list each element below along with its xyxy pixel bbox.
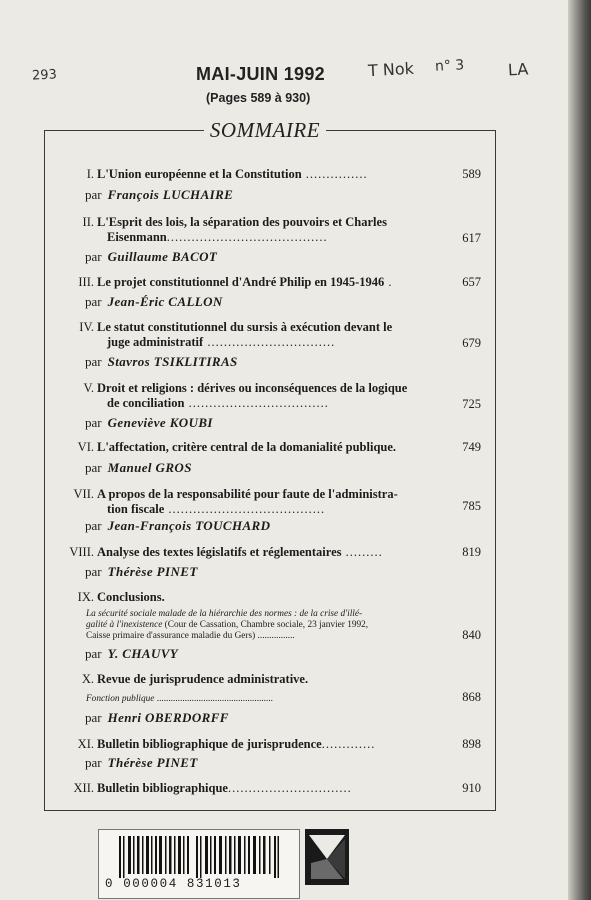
entry-page: 617: [462, 231, 481, 245]
frame-rule: [44, 130, 204, 131]
entry-author: par Henri OBERDORFF: [85, 710, 229, 725]
entry-title: Conclusions.: [97, 590, 165, 604]
entry-title: A propos de la responsabilité pour faute de l'administra- tion fiscale ......................................: [97, 487, 398, 516]
entry-subtitle: Fonction publique ..................................................: [86, 694, 273, 704]
entry-number: VII.: [73, 487, 94, 501]
publisher-logo: [305, 829, 349, 885]
entry-author: par François LUCHAIRE: [85, 187, 234, 202]
entry-number: VI.: [77, 440, 94, 454]
entry-page: 657: [462, 275, 481, 289]
entry-page: 589: [462, 167, 481, 181]
page-range: (Pages 589 à 930): [206, 91, 311, 105]
toc-title: SOMMAIRE: [209, 118, 321, 142]
barcode-digits: 0 000004 831013: [105, 877, 242, 891]
handwritten-annotation: n° 3: [434, 57, 465, 75]
entry-title: L'affectation, critère central de la domanialité publique.: [97, 440, 397, 454]
entry-title: Bulletin bibliographique..............................: [97, 781, 352, 795]
entry-page: 868: [462, 690, 481, 704]
entry-title: Le projet constitutionnel d'André Philip en 1945-1946 .: [97, 275, 393, 289]
entry-page: 898: [462, 737, 481, 751]
entry-number: V.: [83, 381, 94, 395]
entry-page: 725: [462, 397, 481, 411]
entry-number: IV.: [79, 320, 94, 334]
entry-author: par Jean-Éric CALLON: [85, 294, 223, 309]
entry-page: 840: [462, 628, 481, 642]
entry-title: L'Esprit des lois, la séparation des pouvoirs et Charles Eisenmann.......................................: [97, 215, 387, 244]
entry-number: VIII.: [69, 545, 94, 559]
entry-title: Droit et religions : dérives ou inconséquences de la logique de conciliation ..................................: [97, 381, 408, 410]
handwritten-annotation: T Nok: [367, 58, 415, 81]
entry-title: Bulletin bibliographique de jurisprudence.............: [97, 737, 376, 751]
entry-page: 749: [462, 440, 481, 454]
entry-author: par Stavros TSIKLITIRAS: [85, 354, 238, 369]
entry-subtitle: La sécurité sociale malade de la hiérarchie des normes : de la crise d'illé- galité à l'inexistence (Cour de Cassation, Chambre sociale, 23 janvier 1992, Caisse primaire d'assurance maladie du Gers) ................: [86, 609, 369, 641]
handwritten-annotation: 293: [31, 67, 58, 84]
entry-page: 679: [462, 336, 481, 350]
handwritten-annotation: LA: [507, 59, 529, 80]
entry-title: Le statut constitutionnel du sursis à exécution devant le juge administratif ...............................: [97, 320, 393, 349]
entry-page: 910: [462, 781, 481, 795]
entry-author: par Jean-François TOUCHARD: [85, 518, 271, 533]
book-spine: [568, 0, 591, 900]
entry-author: par Thérèse PINET: [85, 564, 198, 579]
entry-page: 819: [462, 545, 481, 559]
entry-number: XI.: [77, 737, 94, 751]
entry-number: XII.: [73, 781, 94, 795]
entry-title: L'Union européenne et la Constitution ...............: [97, 167, 368, 181]
entry-page: 785: [462, 499, 481, 513]
entry-number: III.: [78, 275, 94, 289]
issue-title: MAI-JUIN 1992: [196, 64, 325, 84]
entry-author: par Guillaume BACOT: [85, 249, 218, 264]
entry-author: par Thérèse PINET: [85, 755, 198, 770]
entry-author: par Geneviève KOUBI: [85, 415, 213, 430]
barcode: [98, 829, 300, 899]
frame-rule: [326, 130, 496, 131]
entry-author: par Y. CHAUVY: [85, 646, 179, 661]
entry-author: par Manuel GROS: [85, 460, 192, 475]
barcode-bars: [119, 836, 279, 878]
entry-title: Analyse des textes législatifs et réglementaires .........: [97, 545, 383, 559]
entry-number: X.: [81, 672, 94, 686]
entry-number: IX.: [77, 590, 94, 604]
entry-number: II.: [82, 215, 94, 229]
entry-title: Revue de jurisprudence administrative.: [97, 672, 309, 686]
entry-number: I.: [86, 167, 94, 181]
